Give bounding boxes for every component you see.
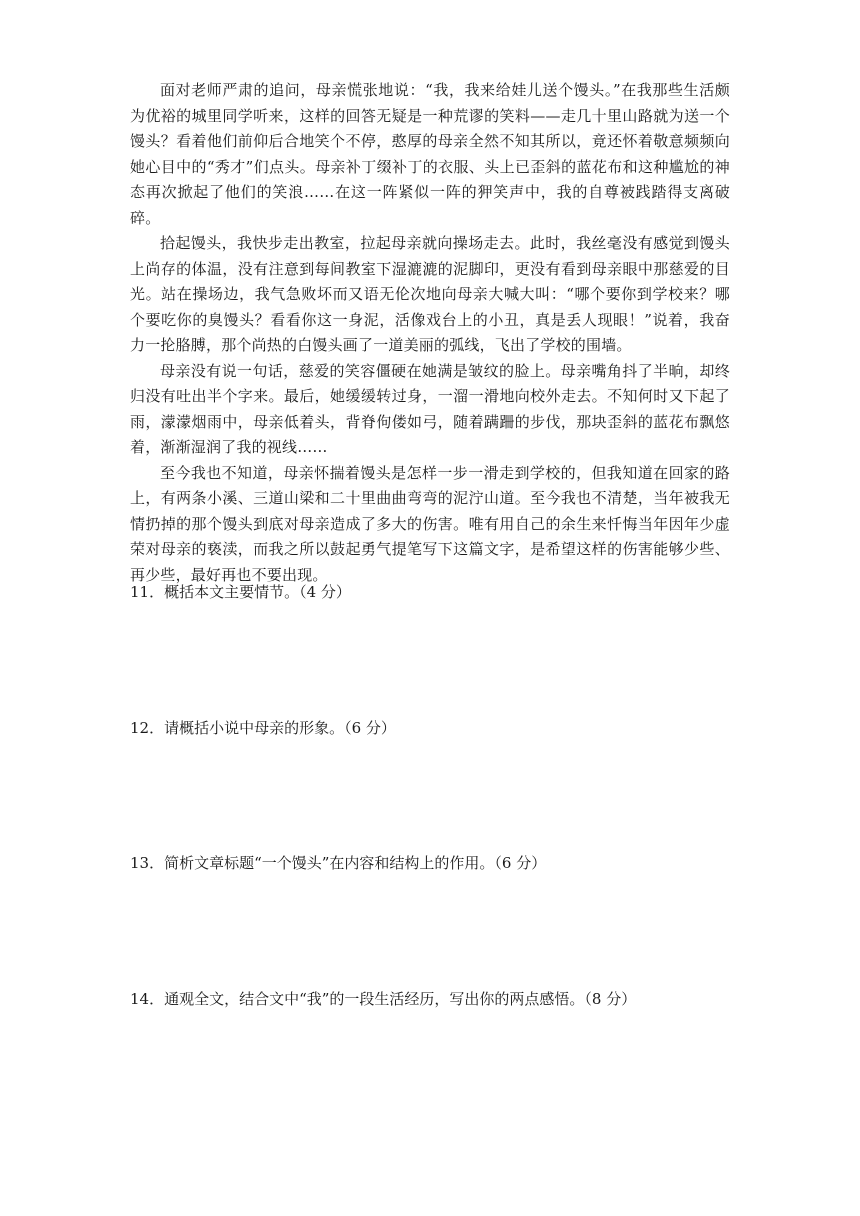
reading-passage — [130, 78, 730, 588]
passage-paragraph-3: 母亲没有说一句话，慈爱的笑容僵硬在她满是皱纹的脸上。母亲嘴角抖了半晌，却终归没有吐出半个字来。最后，她缓缓转过身，一溜一滑地向校外走去。不知何时又下起了雨，濛濛烟雨中，母亲低着头，背脊佝偻如弓，随着蹒跚的步伐，那块歪斜的蓝花布飘悠着，渐渐湿润了我的视线…… — [130, 361, 730, 456]
passage-paragraph-2: 拾起馒头，我快步走出教室，拉起母亲就向操场走去。此时，我丝毫没有感觉到馒头上尚存的体温，没有注意到每间教室下湿漉漉的泥脚印，更没有看到母亲眼中那慈爱的目光。站在操场边，我气急败坏而又语无伦次地向母亲大喊大叫：“哪个要你到学校来？哪个要吃你的臭馒头？看看你这一身泥，活像戏台上的小丑，真是丢人现眼！”说着，我奋力一抡胳膊，那个尚热的白馒头画了一道美丽的弧线，飞出了学校的围墙。 — [130, 234, 730, 354]
question-14: 14．通观全文，结合文中“我”的一段生活经历，写出你的两点感悟。（8 分） — [130, 990, 637, 1008]
question-13: 13．简析文章标题“一个馒头”在内容和结构上的作用。（6 分） — [130, 854, 547, 872]
question-12: 12．请概括小说中母亲的形象。（6 分） — [130, 719, 396, 737]
question-11: 11．概括本文主要情节。（4 分） — [130, 583, 351, 601]
passage-paragraph-4: 至今我也不知道，母亲怀揣着馒头是怎样一步一滑走到学校的，但我知道在回家的路上，有两条小溪、三道山梁和二十里曲曲弯弯的泥泞山道。至今我也不清楚，当年被我无情扔掉的那个馒头到底对母亲造成了多大的伤害。唯有用自己的余生来忏悔当年因年少虚荣对母亲的亵渎，而我之所以鼓起勇气提笔写下这篇文字，是希望这样的伤害能够少些、再少些，最好再也不要出现。 — [130, 463, 730, 584]
passage-paragraph-1: 面对老师严肃的追问，母亲慌张地说：“我，我来给娃儿送个馒头。”在我那些生活颇为优裕的城里同学听来，这样的回答无疑是一种荒谬的笑料——走几十里山路就为送一个馒头？看着他们前仰后合地笑个不停，憨厚的母亲全然不知其所以，竟还怀着敬意频频向她心目中的“秀才”们点头。母亲补丁缀补丁的衣服、头上已歪斜的蓝花布和这种尴尬的神态再次掀起了他们的笑浪……在这一阵紧似一阵的狎笑声中，我的自尊被践踏得支离破碎。 — [130, 81, 730, 227]
